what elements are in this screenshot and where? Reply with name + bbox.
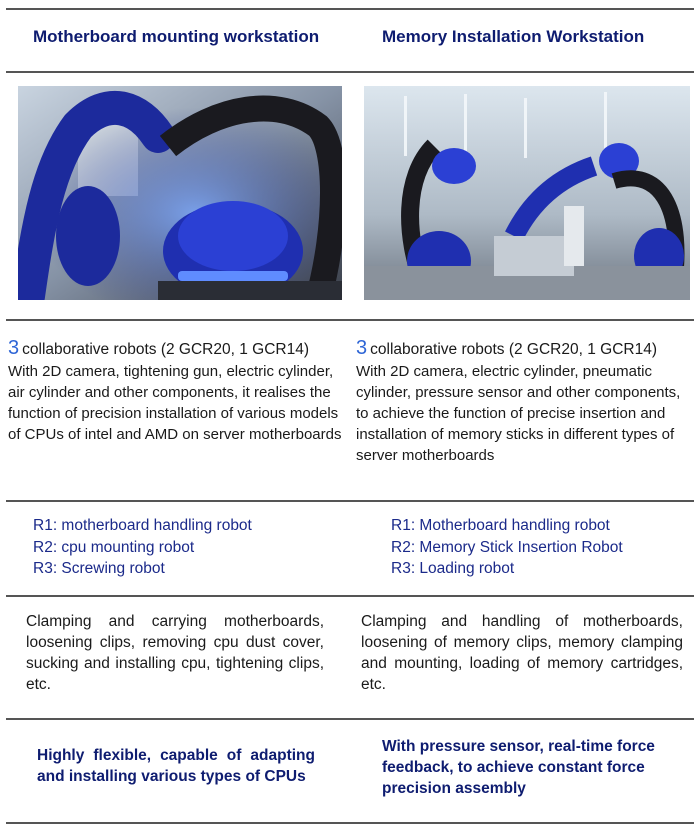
robot-roles-left (33, 515, 252, 580)
robot-count-left: 3 (8, 337, 20, 359)
robot-role-item: R1: Motherboard handling robot (391, 517, 610, 534)
tasks-right: Clamping and handling of motherboards, loosening of memory clips, memory clamping and mounting, loading of memory cartridges, etc. (361, 613, 683, 693)
memory-workstation-title: Memory Installation Workstation (382, 27, 645, 46)
robot-roles-right (391, 515, 623, 580)
feature-rule (6, 718, 694, 720)
robot-summary-text-left: collaborative robots (2 GCR20, 1 GCR14) (22, 341, 309, 358)
motherboard-robot-photo (18, 86, 342, 300)
robot-summary-left (8, 337, 309, 360)
tasks-left: Clamping and carrying motherboards, loosening clips, removing cpu dust cover, sucking and installing cpu, tightening clips, etc. (26, 613, 324, 693)
memory-robot-photo (364, 86, 690, 300)
description-right: With 2D camera, electric cylinder, pneumatic cylinder, pressure sensor and other components, to achieve the function of precise insertion and installation of memory sticks in different types of server motherboards (356, 363, 681, 464)
robot-role-item: R2: Memory Stick Insertion Robot (391, 538, 623, 556)
tasks-rule (6, 595, 694, 597)
robot-role-item: R1: motherboard handling robot (33, 517, 252, 534)
summary-rule (6, 319, 694, 321)
robots-rule (6, 500, 694, 502)
motherboard-workstation-title: Motherboard mounting workstation (33, 27, 320, 46)
robot-summary-text-right: collaborative robots (2 GCR20, 1 GCR14) (370, 341, 657, 358)
top-rule (6, 8, 694, 10)
robot-role-item: R3: Loading robot (391, 560, 515, 577)
robot-count-right: 3 (356, 337, 368, 359)
description-left: With 2D camera, tightening gun, electric cylinder, air cylinder and other components, it realises the function of precision installation of various models of CPUs of intel and AMD on server motherboards (8, 363, 342, 443)
robot-role-item: R3: Screwing robot (33, 560, 165, 577)
bottom-rule (6, 822, 694, 824)
header-rule (6, 71, 694, 73)
robot-summary-right (356, 337, 657, 360)
feature-right: With pressure sensor, real-time force feedback, to achieve constant force precision assembly (382, 738, 655, 797)
robot-role-item: R2: cpu mounting robot (33, 538, 195, 556)
feature-left: Highly flexible, capable of adapting and installing various types of CPUs (37, 747, 315, 785)
